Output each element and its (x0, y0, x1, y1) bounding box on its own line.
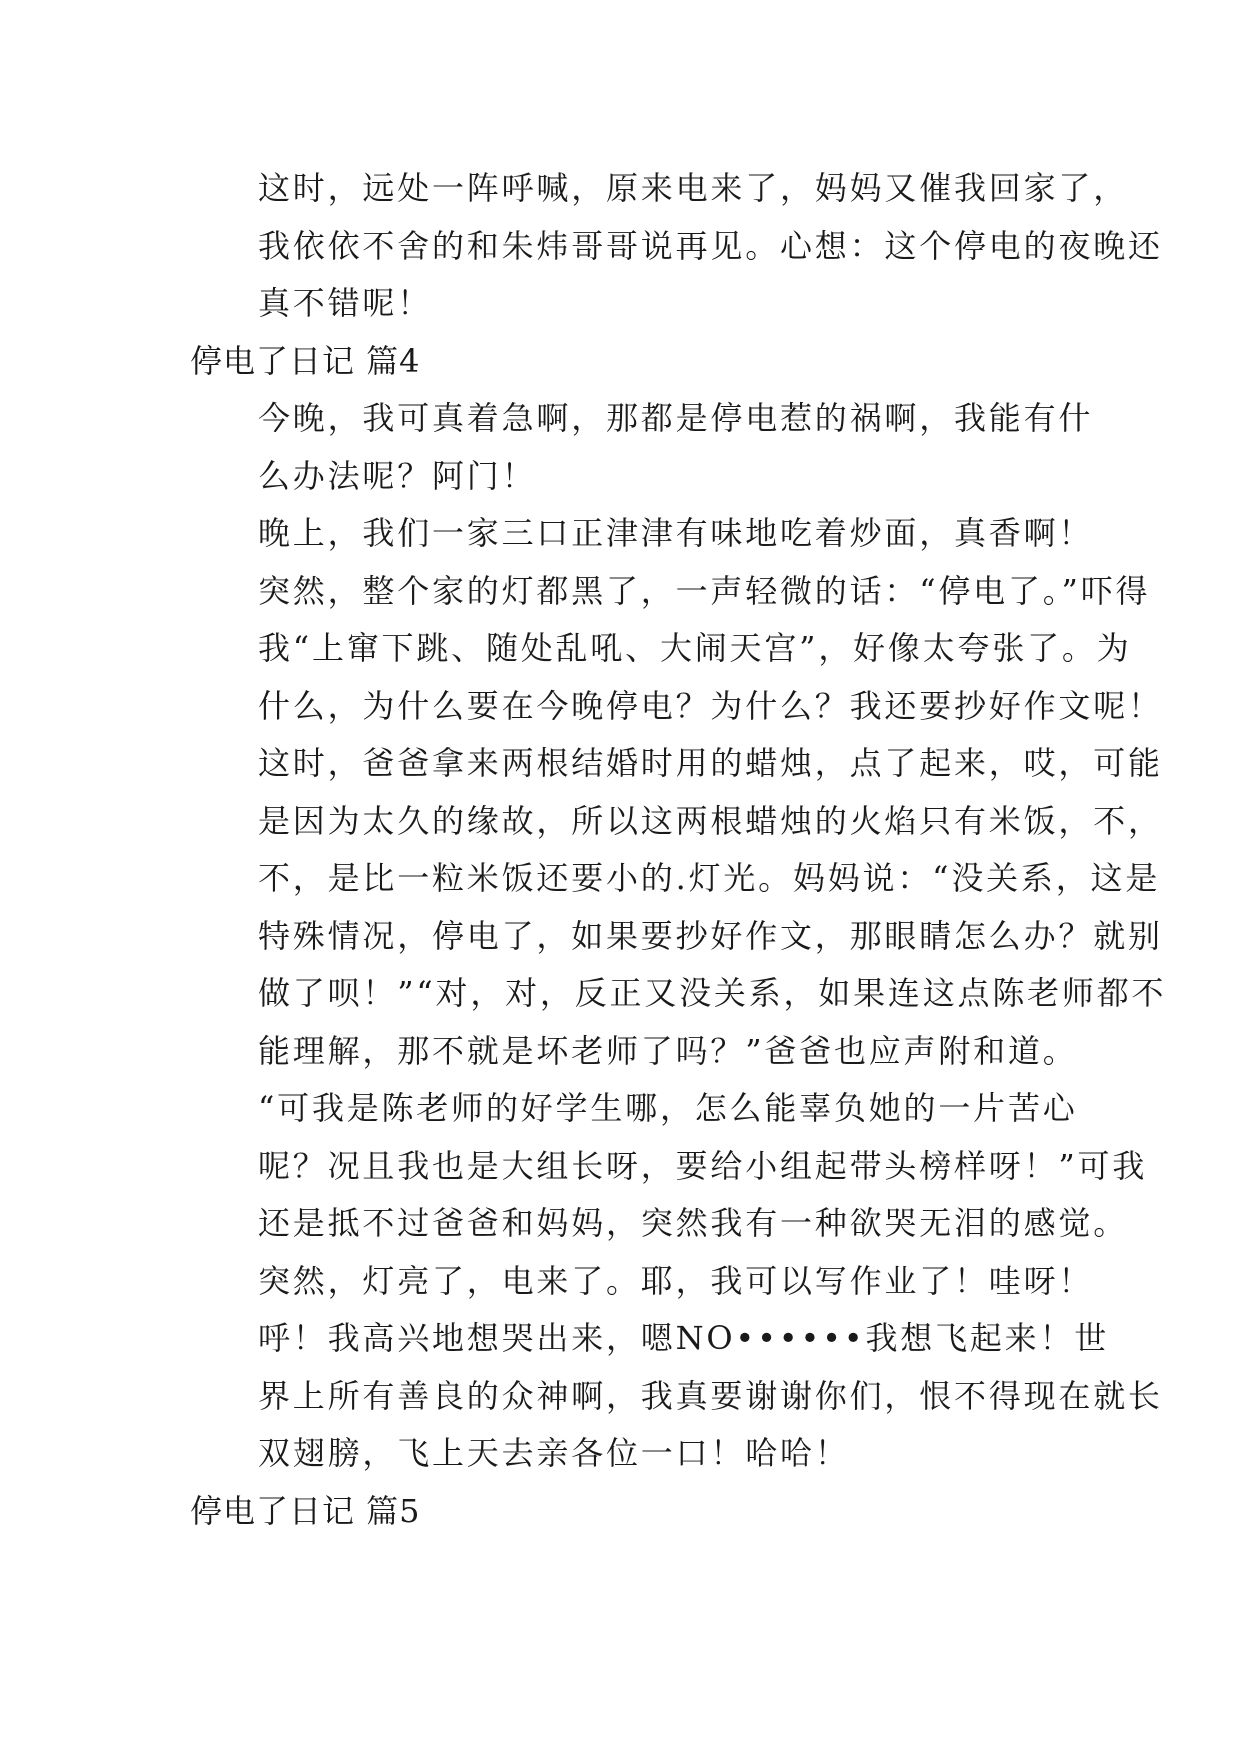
heading-text: 停电了日记 篇5 (190, 1491, 421, 1530)
text-line: 真不错呢！ (258, 284, 433, 322)
text-line: 呼！我高兴地想哭出来，嗯NO••••••我想飞起来！世 (258, 1319, 1110, 1357)
text-line: 晚上，我们一家三口正津津有味地吃着炒面，真香啊！ (258, 514, 1094, 552)
text-line: 界上所有善良的众神啊，我真要谢谢你们，恨不得现在就长 (258, 1376, 1163, 1415)
text-line: 么办法呢？阿门！ (258, 456, 537, 495)
section-heading-entry-4 (190, 333, 1050, 391)
text-line: 双翅膀，飞上天去亲各位一口！哈哈！ (258, 1434, 850, 1472)
text-line: 这时，远处一阵呼喊，原来电来了，妈妈又催我回家了， (258, 169, 1129, 207)
text-line: 我依依不舍的和朱炜哥哥说再见。心想：这个停电的夜晚还 (258, 226, 1163, 265)
text-line: 突然，灯亮了，电来了。耶，我可以写作业了！哇呀！ (258, 1261, 1094, 1300)
document-page (190, 160, 1167, 1540)
text-line: 做了呗！”“对，对，反正又没关系，如果连这点陈老师都不 (258, 974, 1167, 1012)
paragraph-evening (190, 505, 1167, 1080)
heading-text: 停电了日记 篇4 (190, 341, 421, 380)
section-heading-entry-5 (190, 1483, 1050, 1541)
text-line: 还是抵不过爸爸和妈妈，突然我有一种欲哭无泪的感觉。 (258, 1204, 1129, 1242)
text-line: 特殊情况，停电了，如果要抄好作文，那眼睛怎么办？就别 (258, 916, 1163, 955)
paragraph-lights-on (190, 1253, 1163, 1483)
text-line: 呢？况且我也是大组长呀，要给小组起带头榜样呀！”可我 (258, 1146, 1148, 1185)
text-line: “可我是陈老师的好学生哪，怎么能辜负她的一片苦心 (258, 1089, 1078, 1127)
text-line: 什么，为什么要在今晚停电？为什么？我还要抄好作文呢！ (258, 686, 1163, 725)
paragraph-good-student (190, 1080, 1148, 1253)
text-line: 今晚，我可真着急啊，那都是停电惹的祸啊，我能有什 (258, 399, 1094, 437)
text-line: 这时，爸爸拿来两根结婚时用的蜡烛，点了起来，哎，可能 (258, 744, 1163, 782)
paragraph-intro (190, 390, 1094, 505)
text-line: 是因为太久的缘故，所以这两根蜡烛的火焰只有米饭，不， (258, 801, 1163, 840)
text-line: 我“上窜下跳、随处乱吼、大闹天宫”，好像太夸张了。为 (258, 629, 1132, 667)
text-line: 不，是比一粒米饭还要小的.灯光。妈妈说：“没关系，这是 (258, 859, 1161, 897)
text-line: 能理解，那不就是坏老师了吗？”爸爸也应声附和道。 (258, 1031, 1078, 1070)
paragraph-power-returns (190, 160, 1163, 333)
text-line: 突然，整个家的灯都黑了，一声轻微的话：“停电了。”吓得 (258, 571, 1151, 610)
